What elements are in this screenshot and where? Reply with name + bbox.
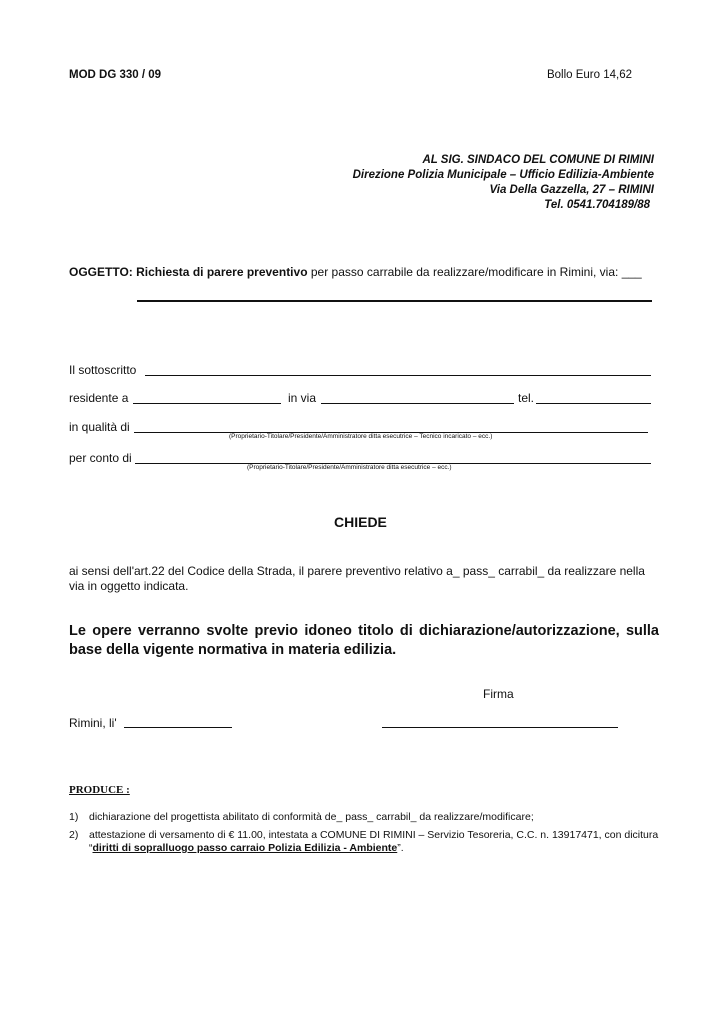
residente-label: residente a [69, 391, 129, 405]
produce-title: PRODUCE : [69, 784, 130, 796]
subject-text: per passo carrabile da realizzare/modificare in Rimini, via: [310, 265, 619, 279]
form-code: MOD DG 330 / 09 [69, 69, 162, 81]
list-item [69, 811, 659, 825]
firma-label: Firma [483, 687, 514, 701]
subject-bold: Richiesta di parere preventivo [136, 265, 308, 279]
recipient-line-1: AL SIG. SINDACO DEL COMUNE DI RIMINI [422, 154, 654, 166]
subject-street-line[interactable] [137, 300, 652, 302]
request-body: ai sensi dell'art.22 del Codice della Strada, il parere preventivo relativo a_ pass_ carrabil_ da realizzare nella via in oggetto indicata. [69, 564, 645, 593]
works-notice: Le opere verranno svolte previo idoneo titolo di dichiarazione/autorizzazione, sulla base della vigente normativa in materia edilizia. [69, 623, 659, 658]
item-number: 2) [69, 829, 79, 841]
item-number: 1) [69, 811, 79, 823]
stamp-duty: Bollo Euro 14,62 [546, 69, 632, 81]
request-heading: CHIEDE [334, 514, 387, 530]
in-via-label: in via [288, 391, 317, 405]
payment-reference: diritti di sopralluogo passo carraio Polizia Edilizia - Ambiente [92, 842, 398, 854]
tel-field[interactable] [536, 403, 651, 404]
item-text: dichiarazione del progettista abilitato di conformità de_ pass_ carrabil_ da realizzare/modificare; [89, 811, 534, 823]
tel-label: tel. [518, 391, 535, 405]
place-date-label: Rimini, li' [69, 716, 117, 730]
recipient-line-2: Direzione Polizia Municipale – Ufficio Edilizia-Ambiente [352, 169, 654, 181]
signature-field[interactable] [382, 727, 618, 728]
date-field[interactable] [124, 727, 232, 728]
subject [69, 265, 642, 279]
residente-field[interactable] [133, 403, 281, 404]
sottoscritto-label: Il sottoscritto [69, 363, 137, 377]
item-text-before: attestazione di versamento di € 11.00, intestata a COMUNE DI RIMINI – Servizio Tesoreria, C.C. n. 13917471, con dicitura “ [89, 829, 659, 854]
subject-trailing: ___ [621, 265, 642, 279]
recipient-line-3: Via Della Gazzella, 27 – RIMINI [489, 184, 654, 196]
sottoscritto-field[interactable] [145, 375, 651, 376]
list-item [69, 829, 659, 857]
qualita-label: in qualità di [69, 420, 130, 434]
item-text [89, 829, 659, 855]
per-conto-hint: (Proprietario-Titolare/Presidente/Amministratore ditta esecutrice – ecc.) [247, 464, 452, 471]
subject-label: OGGETTO: [69, 265, 133, 279]
item-text-after: ”. [397, 842, 404, 854]
in-via-field[interactable] [321, 403, 514, 404]
per-conto-label: per conto di [69, 451, 132, 465]
recipient-line-4: Tel. 0541.704189/88 [544, 199, 650, 211]
qualita-hint: (Proprietario-Titolare/Presidente/Amministratore ditta esecutrice – Tecnico incaricato – ecc.) [229, 433, 493, 440]
recipient-address [353, 153, 654, 213]
